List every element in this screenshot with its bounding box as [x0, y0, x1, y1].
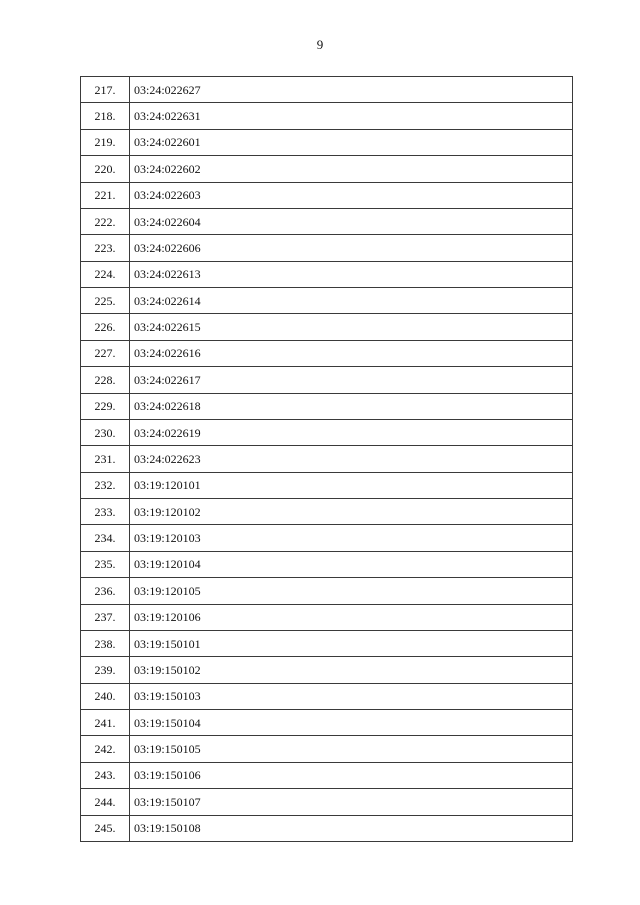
table-row [81, 261, 573, 287]
cadastral-code: 03:24:022627 [130, 77, 573, 103]
cadastral-code: 03:24:022614 [130, 288, 573, 314]
table-row [81, 551, 573, 577]
cadastral-table-body [81, 77, 573, 842]
cadastral-code: 03:24:022623 [130, 446, 573, 472]
row-number: 225. [81, 288, 130, 314]
row-number: 220. [81, 156, 130, 182]
page-number: 9 [316, 37, 324, 52]
cadastral-code: 03:19:120106 [130, 604, 573, 630]
row-number: 218. [81, 103, 130, 129]
row-number: 232. [81, 472, 130, 498]
table-row [81, 288, 573, 314]
row-number: 242. [81, 736, 130, 762]
row-number: 234. [81, 525, 130, 551]
row-number: 236. [81, 578, 130, 604]
table-row [81, 657, 573, 683]
row-number: 233. [81, 499, 130, 525]
table-row [81, 525, 573, 551]
row-number: 237. [81, 604, 130, 630]
row-number: 239. [81, 657, 130, 683]
table-row [81, 393, 573, 419]
table-row [81, 789, 573, 815]
table-row [81, 578, 573, 604]
cadastral-code: 03:19:150106 [130, 762, 573, 788]
table-row [81, 683, 573, 709]
table-row [81, 710, 573, 736]
row-number: 228. [81, 367, 130, 393]
cadastral-code: 03:19:120103 [130, 525, 573, 551]
table-row [81, 340, 573, 366]
row-number: 227. [81, 340, 130, 366]
row-number: 222. [81, 208, 130, 234]
cadastral-code: 03:24:022613 [130, 261, 573, 287]
row-number: 229. [81, 393, 130, 419]
row-number: 221. [81, 182, 130, 208]
table-row [81, 630, 573, 656]
table-row [81, 103, 573, 129]
cadastral-code: 03:24:022631 [130, 103, 573, 129]
cadastral-code: 03:24:022602 [130, 156, 573, 182]
cadastral-code: 03:19:150101 [130, 630, 573, 656]
table-row [81, 182, 573, 208]
row-number: 224. [81, 261, 130, 287]
table-row [81, 815, 573, 841]
table-row [81, 314, 573, 340]
cadastral-code: 03:24:022606 [130, 235, 573, 261]
cadastral-code: 03:24:022616 [130, 340, 573, 366]
cadastral-code: 03:19:120102 [130, 499, 573, 525]
cadastral-code: 03:19:150103 [130, 683, 573, 709]
row-number: 240. [81, 683, 130, 709]
row-number: 245. [81, 815, 130, 841]
cadastral-code: 03:24:022603 [130, 182, 573, 208]
cadastral-code: 03:24:022604 [130, 208, 573, 234]
table-row [81, 367, 573, 393]
table-row [81, 499, 573, 525]
table-row [81, 604, 573, 630]
cadastral-code: 03:24:022615 [130, 314, 573, 340]
cadastral-code: 03:24:022618 [130, 393, 573, 419]
cadastral-code: 03:19:150102 [130, 657, 573, 683]
row-number: 241. [81, 710, 130, 736]
row-number: 238. [81, 630, 130, 656]
table-row [81, 208, 573, 234]
cadastral-code: 03:19:120101 [130, 472, 573, 498]
row-number: 226. [81, 314, 130, 340]
row-number: 217. [81, 77, 130, 103]
table-row [81, 235, 573, 261]
table-row [81, 129, 573, 155]
table-row [81, 446, 573, 472]
row-number: 235. [81, 551, 130, 577]
cadastral-table [80, 76, 573, 842]
cadastral-code: 03:19:150105 [130, 736, 573, 762]
table-row [81, 77, 573, 103]
cadastral-code: 03:19:150108 [130, 815, 573, 841]
cadastral-code: 03:19:120105 [130, 578, 573, 604]
row-number: 244. [81, 789, 130, 815]
cadastral-code: 03:19:120104 [130, 551, 573, 577]
row-number: 219. [81, 129, 130, 155]
table-row [81, 419, 573, 445]
table-row [81, 156, 573, 182]
row-number: 230. [81, 419, 130, 445]
row-number: 223. [81, 235, 130, 261]
cadastral-code: 03:19:150107 [130, 789, 573, 815]
row-number: 243. [81, 762, 130, 788]
cadastral-code: 03:24:022619 [130, 419, 573, 445]
cadastral-code: 03:24:022617 [130, 367, 573, 393]
table-row [81, 736, 573, 762]
table-row [81, 472, 573, 498]
cadastral-code: 03:19:150104 [130, 710, 573, 736]
row-number: 231. [81, 446, 130, 472]
table-row [81, 762, 573, 788]
cadastral-code: 03:24:022601 [130, 129, 573, 155]
